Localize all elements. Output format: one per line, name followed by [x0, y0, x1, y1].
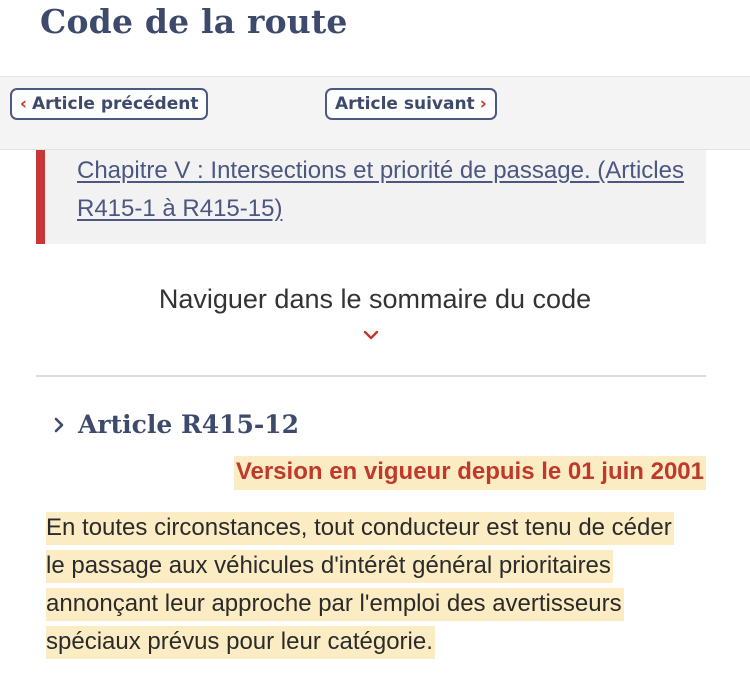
article-title: Article R415-12: [78, 410, 300, 439]
next-article-button[interactable]: [325, 88, 497, 120]
chevron-left-icon: ‹: [20, 94, 28, 114]
article-body: [46, 509, 686, 661]
previous-article-button[interactable]: [10, 88, 208, 120]
article-navigation-bar: [0, 76, 750, 150]
chevron-right-icon: [52, 416, 66, 434]
chapter-link[interactable]: Chapitre V : Intersections et priorité de passage. (Articles R415-1 à R415-15): [77, 157, 684, 222]
summary-toggle-label[interactable]: Naviguer dans le sommaire du code: [158, 284, 592, 314]
article-body-text: En toutes circonstances, tout conducteur est tenu de céder le passage aux véhicules d'intérêt général prioritaires annonçant leur approche par l'emploi des avertisseurs spéciaux prévus pour leur catégorie.: [46, 512, 674, 659]
article-header[interactable]: [52, 410, 299, 439]
chevron-down-icon[interactable]: [362, 328, 380, 344]
version-badge: Version en vigueur depuis le 01 juin 2001: [234, 456, 706, 490]
section-divider: [36, 375, 706, 377]
previous-article-label: Article précédent: [32, 94, 199, 114]
next-article-label: Article suivant: [335, 94, 475, 114]
chevron-right-icon: ›: [479, 94, 487, 114]
page-title: Code de la route: [40, 2, 348, 41]
chapter-breadcrumb: [36, 150, 706, 244]
